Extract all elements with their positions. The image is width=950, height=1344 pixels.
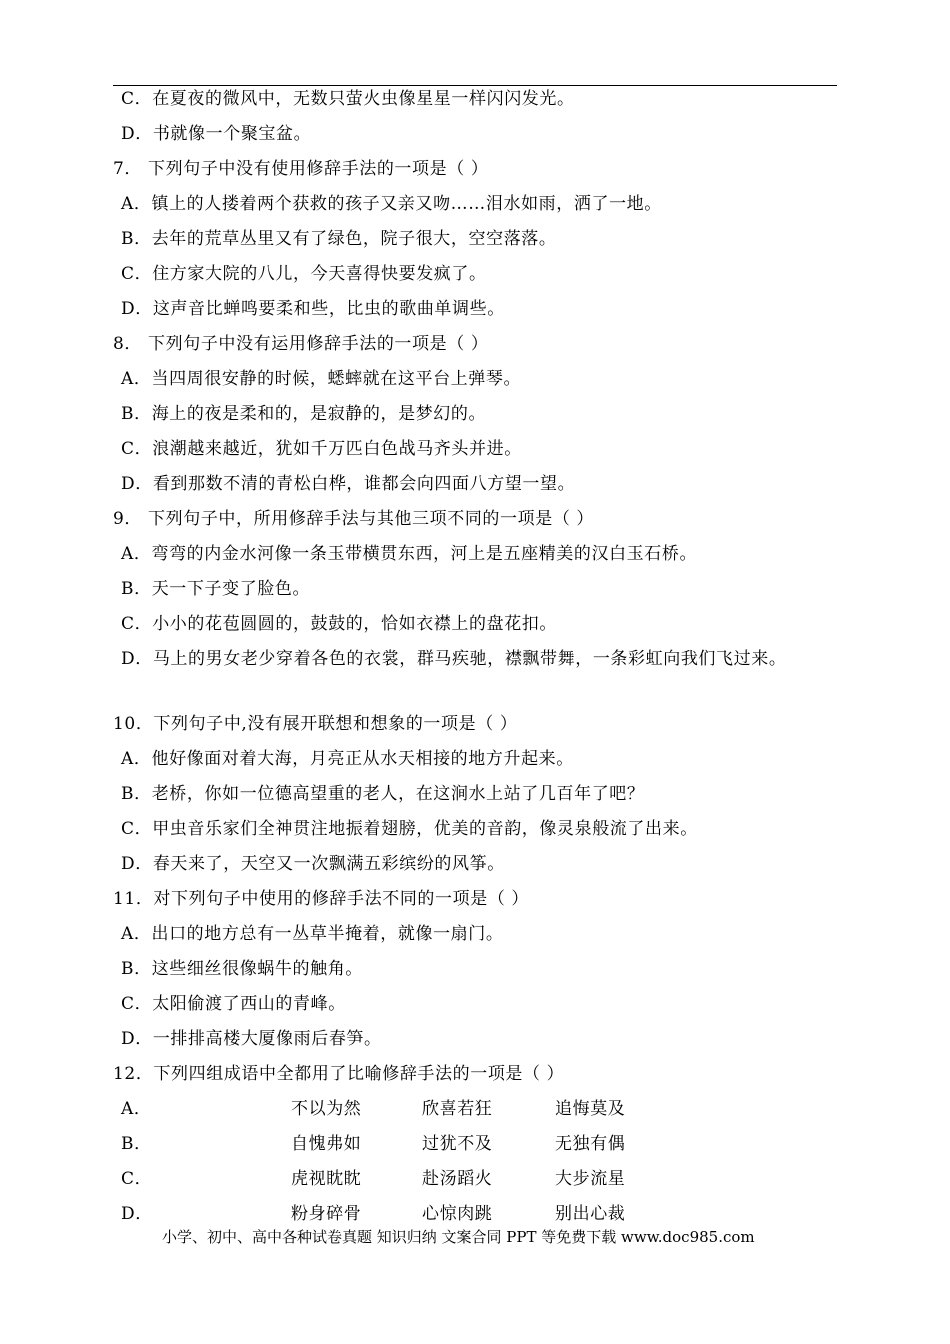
idiom-option-row — [121, 1098, 641, 1120]
answer-option: C．小小的花苞圆圆的，鼓鼓的，恰如衣襟上的盘花扣。 — [121, 614, 558, 634]
answer-option: D．一排排高楼大厦像雨后春笋。 — [121, 1029, 382, 1049]
idiom-1: 粉身碎骨 — [291, 1204, 362, 1224]
idiom-1: 自愧弗如 — [291, 1134, 362, 1154]
idiom-2: 赴汤蹈火 — [422, 1169, 493, 1189]
footer-text: 小学、初中、高中各种试卷真题 知识归纳 文案合同 PPT 等免费下载 www.doc985.com — [162, 1228, 755, 1246]
idiom-1: 虎视眈眈 — [291, 1169, 362, 1189]
answer-option: D．马上的男女老少穿着各色的衣裳，群马疾驰，襟飘带舞，一条彩虹向我们飞过来。 — [121, 649, 787, 669]
answer-option: D．书就像一个聚宝盆。 — [121, 124, 312, 144]
idiom-option-row — [121, 1168, 641, 1190]
answer-option: C．浪潮越来越近，犹如千万匹白色战马齐头并进。 — [121, 439, 522, 459]
answer-option: A．弯弯的内金水河像一条玉带横贯东西，河上是五座精美的汉白玉石桥。 — [121, 544, 698, 564]
answer-option: A．他好像面对着大海，月亮正从水天相接的地方升起来。 — [121, 749, 574, 769]
question-stem: 12．下列四组成语中全都用了比喻修辞手法的一项是（ ） — [113, 1064, 565, 1084]
idiom-option-row — [121, 1133, 641, 1155]
idiom-3: 大步流星 — [555, 1169, 626, 1189]
answer-option: A．镇上的人搂着两个获救的孩子又亲又吻……泪水如雨，洒了一地。 — [121, 194, 662, 214]
idiom-3: 追悔莫及 — [555, 1099, 626, 1119]
idiom-2: 欣喜若狂 — [422, 1099, 493, 1119]
answer-option: D．这声音比蝉鸣要柔和些，比虫的歌曲单调些。 — [121, 299, 505, 319]
answer-option: B．老桥，你如一位德高望重的老人，在这涧水上站了几百年了吧？ — [121, 784, 645, 804]
option-label: B． — [121, 1134, 152, 1154]
option-label: D． — [121, 1204, 153, 1224]
idiom-option-row — [121, 1203, 641, 1225]
idiom-2: 心惊肉跳 — [422, 1204, 493, 1224]
question-stem: 8． 下列句子中没有运用修辞手法的一项是（ ） — [113, 334, 489, 354]
answer-option: A．出口的地方总有一丛草半掩着，就像一扇门。 — [121, 924, 504, 944]
option-label: A． — [121, 1099, 152, 1119]
idiom-3: 别出心裁 — [555, 1204, 626, 1224]
answer-option: D．春天来了，天空又一次飘满五彩缤纷的风筝。 — [121, 854, 505, 874]
idiom-3: 无独有偶 — [555, 1134, 626, 1154]
question-stem: 7． 下列句子中没有使用修辞手法的一项是（ ） — [113, 159, 489, 179]
option-label: C． — [121, 1169, 153, 1189]
answer-option: B．去年的荒草丛里又有了绿色，院子很大，空空落落。 — [121, 229, 557, 249]
idiom-2: 过犹不及 — [422, 1134, 493, 1154]
question-stem: 9． 下列句子中，所用修辞手法与其他三项不同的一项是（ ） — [113, 509, 595, 529]
answer-option: B．天一下子变了脸色。 — [121, 579, 311, 599]
answer-option: C．甲虫音乐家们全神贯注地振着翅膀，优美的音韵，像灵泉般流了出来。 — [121, 819, 698, 839]
answer-option: B．这些细丝很像蜗牛的触角。 — [121, 959, 363, 979]
answer-option: B．海上的夜是柔和的，是寂静的，是梦幻的。 — [121, 404, 487, 424]
top-rule — [113, 85, 837, 86]
answer-option: D．看到那数不清的青松白桦，谁都会向四面八方望一望。 — [121, 474, 576, 494]
question-stem: 11．对下列句子中使用的修辞手法不同的一项是（ ） — [113, 889, 530, 909]
idiom-1: 不以为然 — [291, 1099, 362, 1119]
answer-option: A．当四周很安静的时候，蟋蟀就在这平台上弹琴。 — [121, 369, 522, 389]
answer-option: C．太阳偷渡了西山的青峰。 — [121, 994, 346, 1014]
question-stem: 10．下列句子中,没有展开联想和想象的一项是（ ） — [113, 714, 518, 734]
answer-option: C．在夏夜的微风中，无数只萤火虫像星星一样闪闪发光。 — [121, 89, 575, 109]
answer-option: C．住方家大院的八儿，今天喜得快要发疯了。 — [121, 264, 487, 284]
